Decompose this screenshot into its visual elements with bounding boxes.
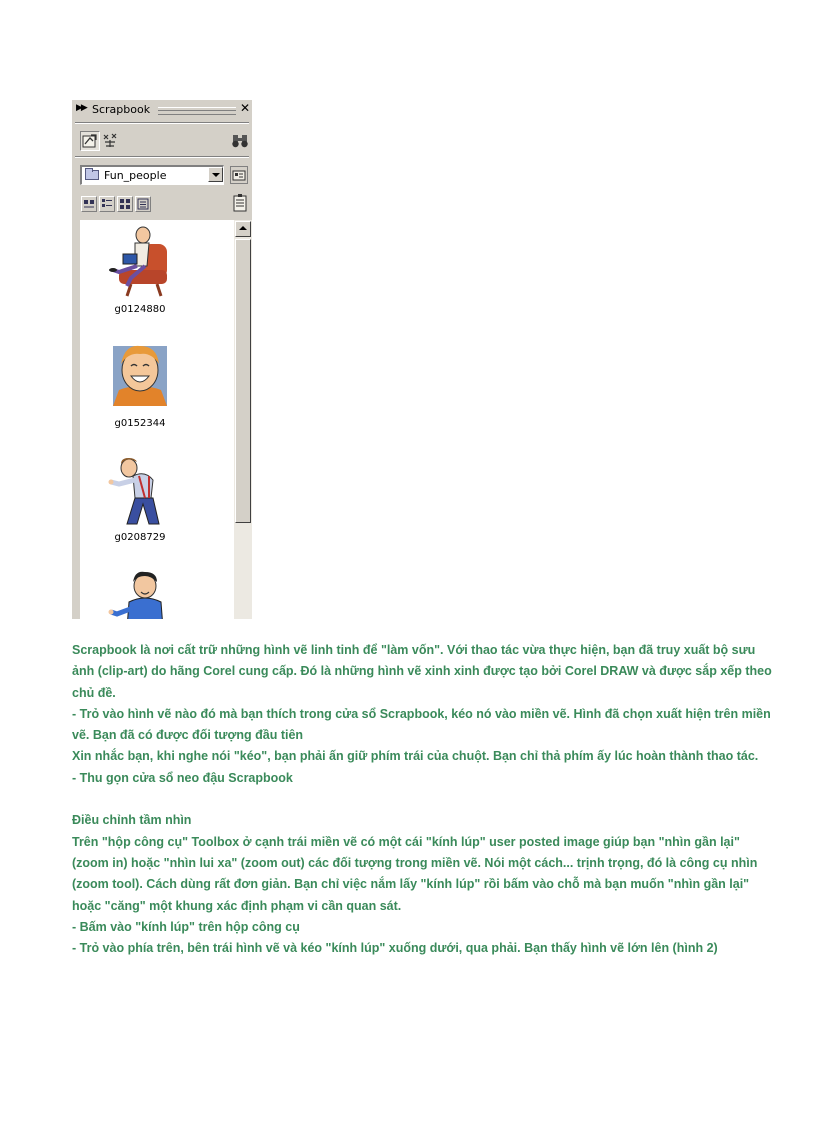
clip-caption: g0152344 [114, 418, 166, 429]
toolbar-divider [75, 122, 249, 124]
article-text [72, 640, 772, 959]
details-view-icon [136, 197, 150, 211]
spacer [72, 789, 772, 810]
clip-item[interactable] [100, 568, 180, 619]
scroll-up-icon[interactable] [235, 221, 251, 237]
paragraph: Scrapbook là nơi cất trữ những hình vẽ linh tinh để "làm vốn". Với thao tác vừa thực hiện, bạn đã truy xuất bộ sưu ảnh (clip-art) do hãng Corel cung cấp. Đó là những hình vẽ xinh xinh được tạo bởi Corel DRAW và được sắp xếp theo chủ đề. [72, 643, 772, 700]
paragraph: - Bấm vào "kính lúp" trên hộp công cụ [72, 919, 300, 934]
content-icon [101, 131, 119, 149]
scrapbook-docker [72, 100, 252, 619]
properties-icon [230, 193, 250, 213]
new-folder-button[interactable] [229, 165, 249, 185]
content-tab[interactable] [101, 131, 121, 151]
folder-icon [85, 170, 99, 180]
list-view-button[interactable] [117, 196, 133, 212]
docker-titlebar[interactable] [72, 100, 252, 120]
large-icons-view-button[interactable] [81, 196, 97, 212]
clip-thumbnail [105, 340, 175, 412]
small-icons-view-button[interactable] [99, 196, 115, 212]
clip-item[interactable] [100, 340, 180, 429]
small-icons-view-icon [100, 197, 114, 211]
paragraph: - Trỏ vào phía trên, bên trái hình vẽ và kéo "kính lúp" xuống dưới, qua phải. Bạn thấy hình vẽ lớn lên (hình 2) [72, 941, 718, 956]
docker-title: Scrapbook [92, 103, 151, 116]
chevron-down-icon[interactable] [208, 167, 223, 182]
scroll-thumb[interactable] [235, 239, 251, 523]
large-icons-view-icon [82, 197, 96, 211]
clip-list[interactable] [80, 220, 250, 619]
paragraph: Xin nhắc bạn, khi nghe nói "kéo", bạn phải ấn giữ phím trái của chuột. Bạn chỉ thả phím ấy lúc hoàn thành thao tác. [72, 749, 759, 764]
clip-item[interactable] [100, 454, 180, 543]
folder-dropdown-value: Fun_people [104, 169, 167, 182]
paragraph: - Thu gọn cửa sổ neo đậu Scrapbook [72, 770, 293, 785]
binoculars-icon [230, 131, 250, 151]
folder-dropdown[interactable] [80, 165, 224, 185]
browse-tab[interactable] [80, 131, 100, 151]
close-icon[interactable]: ✕ [239, 101, 250, 115]
details-view-button[interactable] [135, 196, 151, 212]
clip-thumbnail [105, 568, 175, 619]
new-folder-icon [229, 165, 249, 185]
clip-caption: g0208729 [114, 532, 166, 543]
paragraph: - Trỏ vào hình vẽ nào đó mà bạn thích trong cửa sổ Scrapbook, kéo nó vào miền vẽ. Hình đã chọn xuất hiện trên miền vẽ. Bạn đã có được đối tượng đầu tiên [72, 706, 771, 743]
list-view-icon [118, 197, 132, 211]
clip-thumbnail [105, 226, 175, 298]
search-button[interactable] [230, 131, 250, 151]
toolbar-divider [75, 156, 249, 158]
titlebar-grip[interactable] [158, 107, 236, 115]
clip-item[interactable] [100, 226, 180, 315]
clip-caption: g0124880 [114, 304, 166, 315]
paragraph: Trên "hộp công cụ" Toolbox ở cạnh trái miền vẽ có một cái "kính lúp" user posted image giúp bạn "nhìn gần lại" (zoom in) hoặc "nhìn lui xa" (zoom out) các đối tượng trong miền vẽ. Nói một cách... trịnh trọng, đó là công cụ nhìn (zoom tool). Cách dùng rất đơn giản. Bạn chỉ việc nắm lấy "kính lúp" rồi bấm vào chỗ mà bạn muốn "nhìn gần lại" hoặc "căng" một khung xác định phạm vi cần quan sát. [72, 834, 758, 913]
section-heading: Điều chỉnh tầm nhìn [72, 813, 192, 828]
properties-button[interactable] [230, 193, 250, 213]
clip-thumbnail [105, 454, 175, 526]
browse-icon [81, 132, 99, 150]
clip-list-scrollbar[interactable] [234, 220, 252, 619]
double-arrow-icon[interactable]: ▶▶ [76, 103, 86, 113]
